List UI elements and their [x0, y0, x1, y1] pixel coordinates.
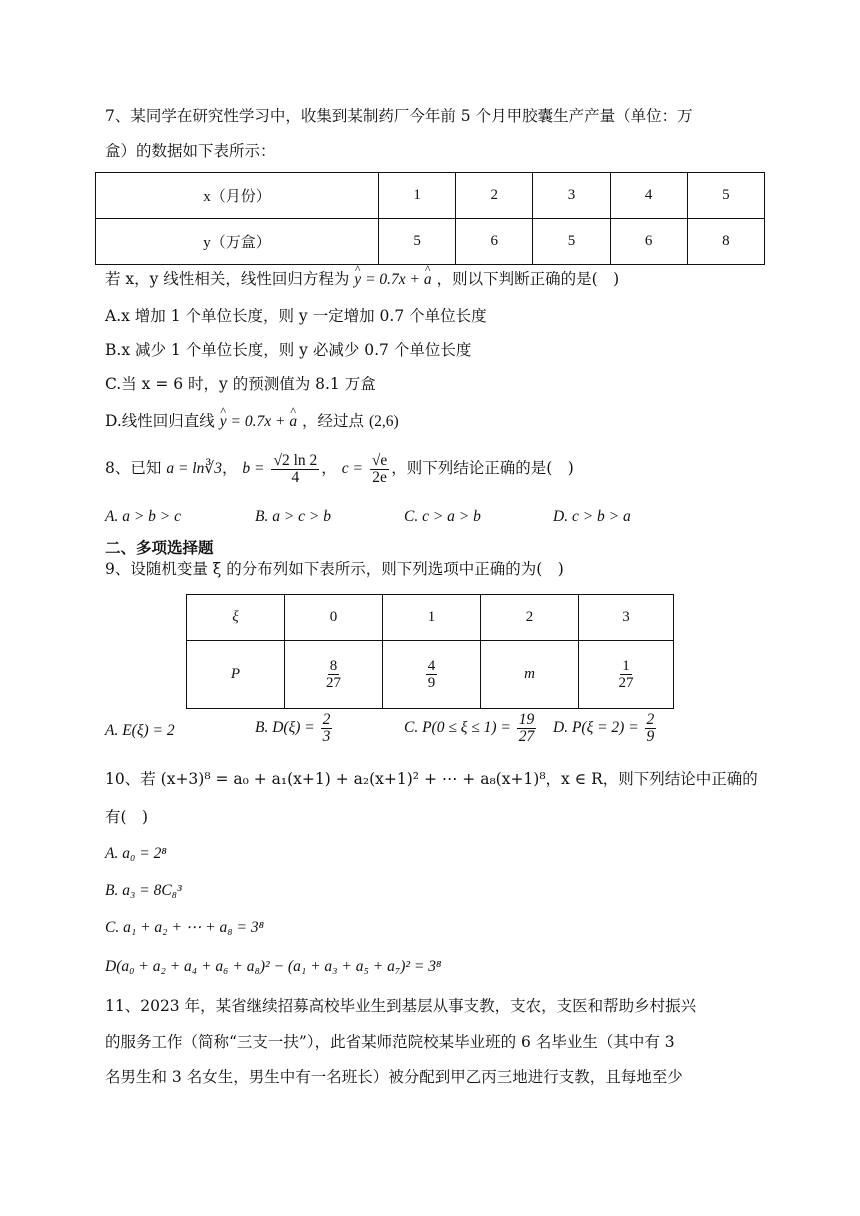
q7-option-d	[105, 410, 399, 433]
section-heading: 二、多项选择题	[105, 538, 214, 557]
q11-line2: 的服务工作（简称“三支一扶”），此省某师范院校某毕业班的 6 名毕业生（其中有 3	[105, 1033, 675, 1051]
q7-table	[95, 172, 765, 265]
frac-den: 3	[322, 727, 331, 745]
frac-num: 19	[518, 710, 535, 728]
frac-den: 9	[646, 727, 655, 745]
q8-b-lhs: b =	[242, 460, 265, 477]
q7-option-b: B.x 减少 1 个单位长度，则 y 必减少 0.7 个单位长度	[105, 341, 472, 359]
q8-a-expr: a = ln∛3	[166, 460, 222, 477]
q7-row1-label: x（月份）	[96, 173, 379, 219]
q11-line1: 11、2023 年，某省继续招募高校毕业生到基层从事支教，支农，支医和帮助乡村振兴	[105, 997, 697, 1015]
q10-option-d: D(a₀ + a₂ + a₄ + a₆ + a₈)² − (a₁ + a₃ + a₅ + a₇)² = 3⁸	[105, 958, 442, 975]
q10-option-b: B. a₃ = 8C₈³	[105, 882, 182, 899]
q8-option-d: D. c > b > a	[553, 508, 631, 525]
q7-cell: 3	[533, 173, 610, 219]
q7-cell: 5	[533, 219, 610, 265]
q8-b-den: 4	[291, 468, 300, 486]
q9-p2: m	[481, 641, 579, 709]
q9-option-c-lhs: C. P(0 ≤ ξ ≤ 1) =	[404, 719, 511, 736]
q9-p3	[579, 641, 674, 709]
q8-stem-text: 8、已知	[105, 459, 162, 477]
q9-option-b	[255, 710, 334, 746]
frac-num: 4	[427, 658, 436, 674]
q10-stem-line1: 10、若 (x+3)⁸ = a₀ + a₁(x+1) + a₂(x+1)² + ⋯ + a₈(x+1)⁸，x ∈ R，则下列结论中正确的	[105, 770, 758, 788]
q9-header-xi: ξ	[187, 595, 285, 641]
q7-cell: 4	[610, 173, 687, 219]
q9-p0	[285, 641, 383, 709]
frac-den: 27	[326, 675, 341, 691]
q8-option-c: C. c > a > b	[404, 508, 481, 525]
q7-cell: 1	[379, 173, 456, 219]
q8-c-den: 2e	[372, 468, 387, 486]
y-hat: ^ y	[220, 411, 227, 433]
q8-b-fraction	[271, 453, 319, 486]
q7-condition-tail: ，则以下判断正确的是( )	[436, 270, 620, 288]
q8-c-num: √e	[371, 451, 388, 469]
q7-option-d-text: D.线性回归直线	[105, 412, 215, 430]
q9-header: 0	[285, 595, 383, 641]
q9-p1	[383, 641, 481, 709]
q9-option-d-lhs: D. P(ξ = 2) =	[553, 719, 639, 736]
q7-cell: 5	[379, 219, 456, 265]
q7-point: (2,6)	[368, 413, 399, 430]
q11-line3: 名男生和 3 名女生，男生中有一名班长）被分配到甲乙丙三地进行支教，且每地至少	[105, 1068, 683, 1086]
q9-stem: 9、设随机变量 ξ 的分布列如下表所示，则下列选项中正确的为( )	[105, 560, 564, 578]
regression-equation	[354, 271, 431, 288]
a-hat: ^ a	[289, 411, 297, 433]
q9-option-d-fraction	[645, 712, 657, 745]
q7-stem-line2: 盒）的数据如下表所示：	[105, 142, 276, 160]
q8-c-fraction	[370, 453, 389, 486]
q9-header: 2	[481, 595, 579, 641]
q8-option-b: B. a > c > b	[255, 508, 332, 525]
y-hat: ^ y	[354, 269, 361, 291]
q9-option-c-fraction	[517, 712, 537, 745]
q8-option-a: A. a > b > c	[105, 508, 182, 525]
q9-option-b-fraction	[321, 712, 333, 745]
q7-stem-line1: 7、某同学在研究性学习中，收集到某制药厂今年前 5 个月甲胶囊生产产量（单位：万	[105, 107, 693, 125]
regression-equation	[220, 413, 297, 430]
reg-rhs: = 0.7x +	[226, 413, 290, 430]
q7-condition	[105, 268, 619, 291]
q7-row2-label: y（万盒）	[96, 219, 379, 265]
q7-option-c: C.当 x = 6 时，y 的预测值为 8.1 万盒	[105, 375, 376, 393]
q9-table	[186, 594, 674, 709]
frac-den: 27	[518, 727, 535, 745]
q7-cell: 6	[456, 219, 533, 265]
q8-stem: 8、已知 a = ln∛3， b = $\frac{√2 \ln 2}{4}$ ， c = $\frac{√e}{2e}$ ，则下列结论正确的是( )	[105, 451, 574, 486]
frac-den: 27	[618, 675, 634, 691]
q9-option-d	[553, 710, 658, 746]
reg-rhs: = 0.7x +	[361, 271, 424, 288]
q8-stem-tail: ，则下列结论正确的是( )	[391, 459, 574, 477]
q7-option-d-tail: ，经过点	[302, 412, 365, 430]
q8-b-num: √2 ln 2	[273, 451, 318, 469]
q7-cell: 2	[456, 173, 533, 219]
q8-c-lhs: c =	[341, 460, 363, 477]
q10-stem-line2: 有( )	[105, 808, 149, 826]
q9-option-c	[404, 710, 538, 746]
frac-num: 2	[646, 710, 655, 728]
q9-option-b-lhs: B. D(ξ) =	[255, 719, 315, 736]
q10-option-a: A. a₀ = 2⁸	[105, 845, 167, 862]
q10-option-c: C. a₁ + a₂ + ⋯ + a₈ = 3⁸	[105, 919, 264, 936]
frac-num: 1	[622, 658, 630, 674]
q7-cell: 6	[610, 219, 687, 265]
frac-den: 9	[427, 675, 436, 691]
q7-cell: 8	[687, 219, 764, 265]
q7-condition-text: 若 x，y 线性相关，线性回归方程为	[105, 270, 350, 288]
a-hat: ^ a	[424, 269, 432, 291]
q7-cell: 5	[687, 173, 764, 219]
q7-option-a: A.x 增加 1 个单位长度，则 y 一定增加 0.7 个单位长度	[105, 307, 487, 325]
q9-header: 3	[579, 595, 674, 641]
frac-num: 8	[329, 658, 338, 674]
q9-option-a: A. E(ξ) = 2	[105, 722, 175, 739]
frac-num: 2	[322, 710, 331, 728]
q9-row-label: P	[187, 641, 285, 709]
q9-header: 1	[383, 595, 481, 641]
